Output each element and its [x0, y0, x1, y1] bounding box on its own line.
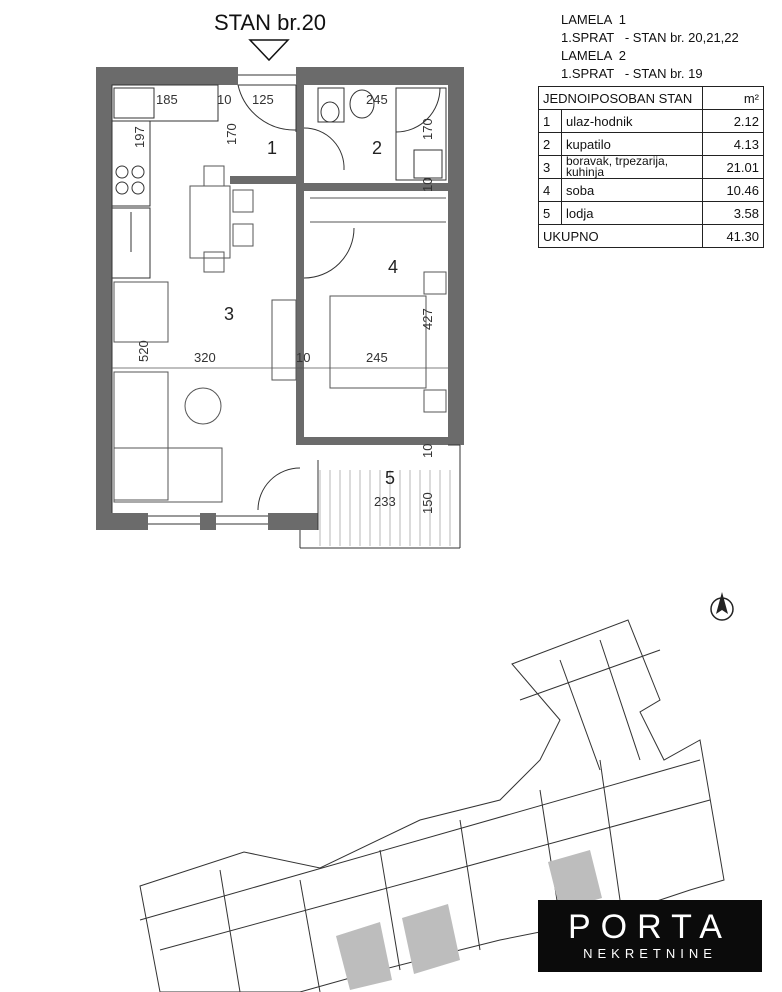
- dim-label: 10: [420, 443, 435, 458]
- lamela-line: 1.SPRAT - STAN br. 19: [561, 66, 703, 81]
- total-label: UKUPNO: [539, 225, 703, 248]
- apartment-title: STAN br.20: [213, 10, 327, 35]
- room-no: 2: [539, 133, 562, 156]
- table-unit: m²: [703, 87, 764, 110]
- room-area: 4.13: [703, 133, 764, 156]
- room-name: kupatilo: [562, 133, 703, 156]
- north-arrow-icon: [711, 592, 733, 620]
- room-name: soba: [562, 179, 703, 202]
- table-row: [539, 133, 764, 156]
- logo-word-porta: PORTA: [568, 908, 732, 946]
- dim-label: 125: [252, 92, 274, 107]
- room-no: 3: [539, 156, 562, 179]
- dim-label: 150: [420, 492, 435, 514]
- kitchen-counter: [112, 85, 218, 278]
- room-area: 3.58: [703, 202, 764, 225]
- dim-label: 197: [132, 126, 147, 148]
- room-number-3: 3: [223, 304, 235, 324]
- room-no: 1: [539, 110, 562, 133]
- dim-label: 320: [194, 350, 216, 365]
- logo-word-nekretnine: NEKRETNINE: [583, 946, 717, 961]
- room-name: lodja: [562, 202, 703, 225]
- room-area: 2.12: [703, 110, 764, 133]
- porta-logo: [538, 900, 762, 972]
- dim-label: 245: [366, 92, 388, 107]
- dim-label: 170: [420, 118, 435, 140]
- room-number-5: 5: [384, 468, 396, 488]
- table-row: [539, 179, 764, 202]
- room-no: 4: [539, 179, 562, 202]
- entrance-marker-icon: [250, 40, 288, 60]
- bedroom-furniture: [310, 198, 446, 412]
- room-area: 21.01: [703, 156, 764, 179]
- lamela-line: LAMELA 2: [561, 48, 627, 63]
- dim-label: 170: [224, 123, 239, 145]
- lamela-line: 1.SPRAT - STAN br. 20,21,22: [561, 30, 739, 45]
- dim-label: 10: [296, 350, 311, 365]
- dim-label: 10: [420, 177, 435, 192]
- room-number-4: 4: [387, 257, 399, 277]
- exterior-walls: [96, 67, 464, 530]
- table-row: [539, 156, 764, 179]
- table-header-row: [539, 87, 764, 110]
- room-no: 5: [539, 202, 562, 225]
- table-total-row: [539, 225, 764, 248]
- room-area: 10.46: [703, 179, 764, 202]
- dim-label: 10: [217, 92, 232, 107]
- room-name: ulaz-hodnik: [562, 110, 703, 133]
- room-name: boravak, trpezarija, kuhinja: [562, 156, 703, 179]
- table-header: JEDNOIPOSOBAN STAN: [539, 87, 703, 110]
- total-area: 41.30: [703, 225, 764, 248]
- dim-label: 245: [366, 350, 388, 365]
- room-number-1: 1: [266, 138, 278, 158]
- dim-label: 520: [136, 340, 151, 362]
- living-furniture: [114, 282, 296, 502]
- lamela-line: LAMELA 1: [561, 12, 627, 27]
- area-table: [538, 86, 764, 248]
- dim-label: 233: [374, 494, 396, 509]
- table-row: [539, 110, 764, 133]
- table-row: [539, 202, 764, 225]
- dim-label: 185: [156, 92, 178, 107]
- dim-label: 427: [420, 308, 435, 330]
- room-number-2: 2: [371, 138, 383, 158]
